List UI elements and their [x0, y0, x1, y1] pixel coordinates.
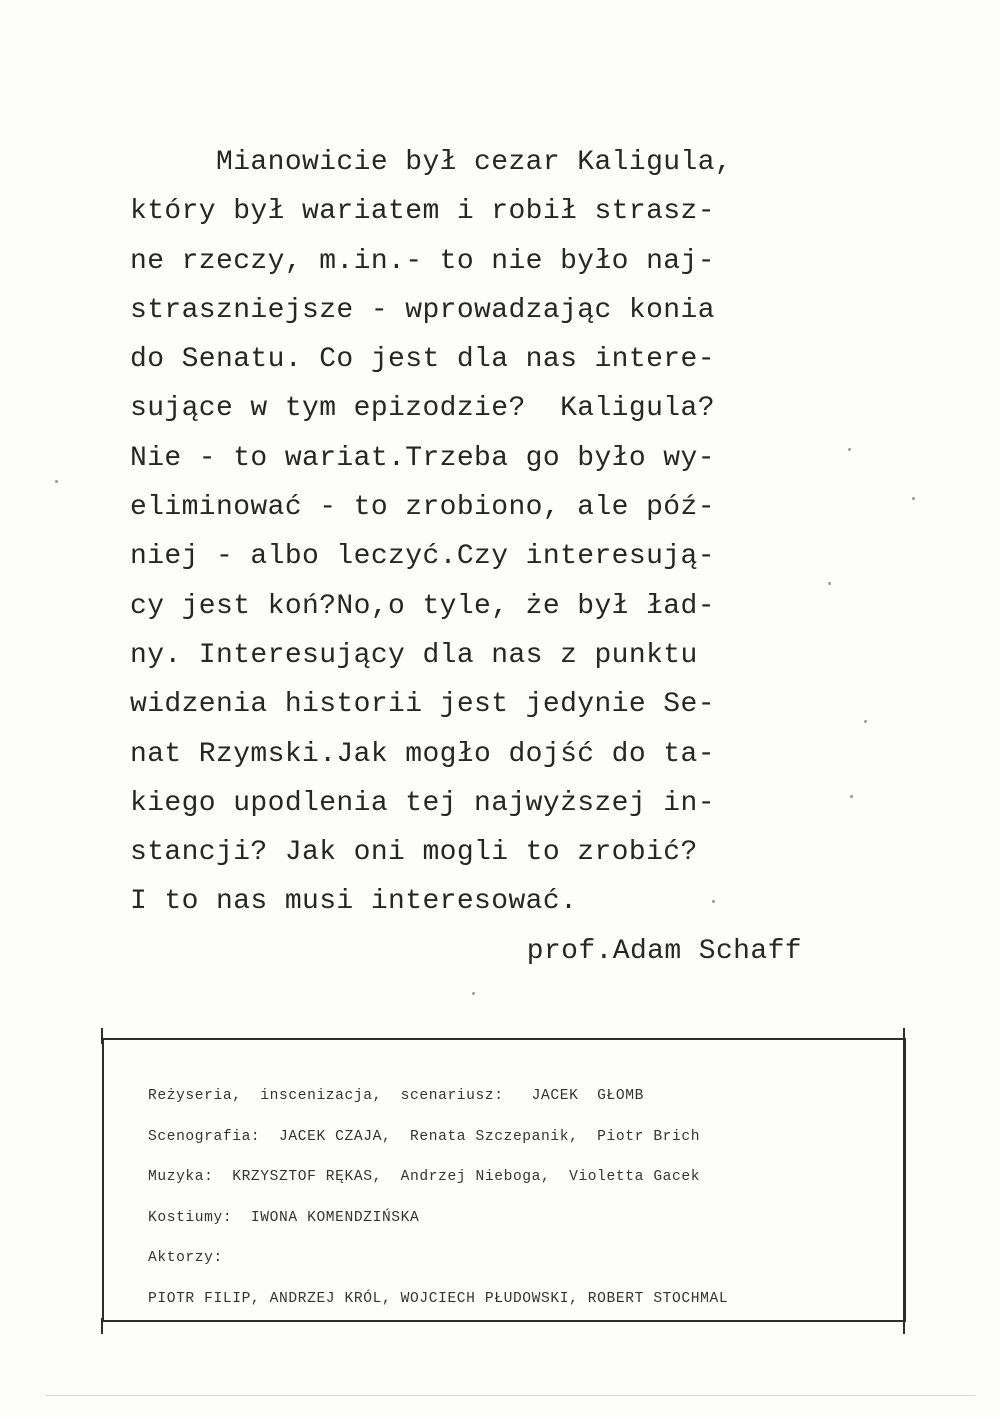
quote-block: [130, 138, 820, 976]
quote-line: stancji? Jak oni mogli to zrobić?: [130, 837, 698, 869]
quote-author: prof.Adam Schaff: [526, 935, 802, 967]
credits-box: [102, 1038, 906, 1322]
quote-line: eliminować - to zrobiono, ale póź-: [130, 492, 715, 524]
quote-line: do Senatu. Co jest dla nas intere-: [130, 344, 715, 376]
quote-line: niej - albo leczyć.Czy interesują-: [130, 541, 715, 573]
quote-line: ny. Interesujący dla nas z punktu: [130, 639, 698, 671]
corner-tick: [101, 1028, 103, 1044]
credit-line-music: Muzyka: KRZYSZTOF RĘKAS, Andrzej Nieboga, Violetta Gacek: [148, 1169, 701, 1185]
scan-speck: [55, 480, 58, 483]
quote-line: Nie - to wariat.Trzeba go było wy-: [130, 442, 715, 474]
credit-line-actors: PIOTR FILIP, ANDRZEJ KRÓL, WOJCIECH PŁUDOWSKI, ROBERT STOCHMAL: [148, 1290, 729, 1307]
page-edge-line: [45, 1395, 975, 1396]
corner-tick: [903, 1028, 905, 1044]
scan-speck: [850, 795, 853, 798]
corner-tick: [903, 1318, 905, 1334]
credit-line-actors-label: Aktorzy:: [148, 1250, 223, 1266]
quote-line: ne rzeczy, m.in.- to nie było naj-: [130, 245, 715, 277]
scan-speck: [912, 497, 915, 500]
scan-speck: [828, 582, 831, 585]
quote-line: sujące w tym epizodzie? Kaligula?: [130, 393, 715, 425]
credit-line-costumes: Kostiumy: IWONA KOMENDZIŃSKA: [148, 1209, 420, 1226]
corner-tick: [101, 1318, 103, 1334]
quote-line: kiego upodlenia tej najwyższej in-: [130, 787, 715, 819]
credit-line-scenography: Scenografia: JACEK CZAJA, Renata Szczepanik, Piotr Brich: [148, 1128, 701, 1145]
quote-line: który był wariatem i robił strasz-: [130, 196, 715, 228]
scan-speck: [848, 448, 851, 451]
quote-line: I to nas musi interesować.: [130, 886, 578, 918]
credit-line-direction: Reżyseria, inscenizacja, scenariusz: JACEK GŁOMB: [148, 1088, 644, 1104]
quote-line: nat Rzymski.Jak mogło dojść do ta-: [130, 738, 715, 770]
scan-speck: [864, 720, 867, 723]
scan-speck: [472, 992, 475, 995]
quote-line: straszniejsze - wprowadzając konia: [130, 294, 715, 326]
credits-list: [148, 1076, 888, 1319]
scan-speck: [712, 900, 715, 903]
quote-line: widzenia historii jest jedynie Se-: [130, 689, 715, 721]
quote-line: cy jest koń?No,o tyle, że był ład-: [130, 590, 715, 622]
quote-line: Mianowicie był cezar Kaligula,: [130, 147, 733, 178]
